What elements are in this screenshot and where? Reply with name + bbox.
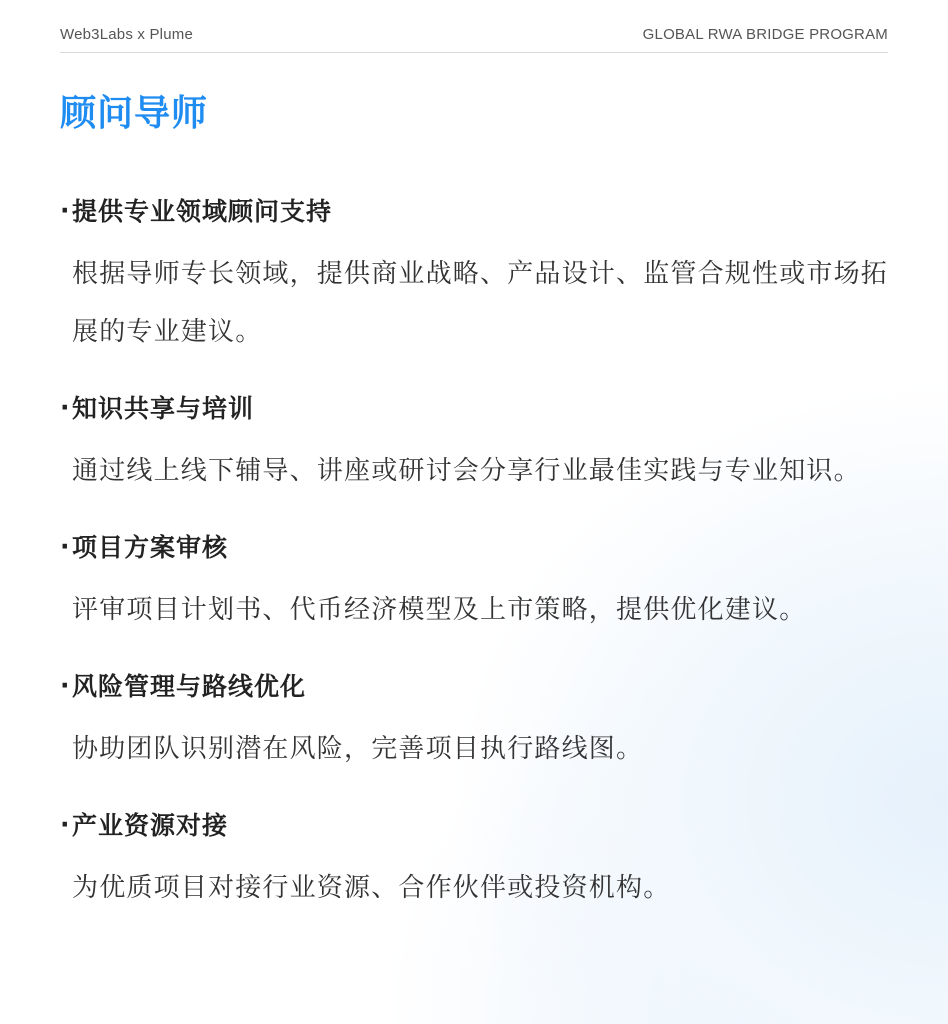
bullet-dot: · xyxy=(60,195,71,225)
header-divider xyxy=(60,52,888,53)
bullet-dot: · xyxy=(60,531,71,561)
bullet-dot: · xyxy=(60,392,71,422)
section-item xyxy=(60,526,888,639)
section-heading-text: 产业资源对接 xyxy=(72,811,229,840)
header-program-name: GLOBAL RWA BRIDGE PROGRAM xyxy=(642,25,888,43)
section-heading-text: 风险管理与路线优化 xyxy=(72,672,307,701)
bullet-dot: · xyxy=(60,809,71,839)
section-heading xyxy=(60,804,888,844)
header-brand: Web3Labs x Plume xyxy=(60,25,193,43)
section-body: 评审项目计划书、代币经济模型及上市策略，提供优化建议。 xyxy=(72,595,807,625)
section-heading xyxy=(60,387,888,427)
section-body: 协助团队识别潜在风险，完善项目执行路线图。 xyxy=(72,734,644,764)
section-list xyxy=(60,190,888,917)
section-heading xyxy=(60,190,888,230)
section-body: 根据导师专长领域，提供商业战略、产品设计、监管合规性或市场拓展的专业建议。 xyxy=(72,259,889,347)
section-item xyxy=(60,665,888,778)
section-item xyxy=(60,190,888,361)
document-page xyxy=(60,0,888,1024)
section-item xyxy=(60,387,888,500)
section-heading xyxy=(60,665,888,705)
section-heading-text: 知识共享与培训 xyxy=(72,394,255,423)
section-body: 为优质项目对接行业资源、合作伙伴或投资机构。 xyxy=(72,873,671,903)
page-title: 顾问导师 xyxy=(60,93,209,134)
section-heading-text: 项目方案审核 xyxy=(72,533,229,562)
section-body: 通过线上线下辅导、讲座或研讨会分享行业最佳实践与专业知识。 xyxy=(72,456,861,486)
section-heading xyxy=(60,526,888,566)
page-header xyxy=(60,22,888,46)
section-heading-text: 提供专业领域顾问支持 xyxy=(72,197,333,226)
bullet-dot: · xyxy=(60,670,71,700)
section-item xyxy=(60,804,888,917)
